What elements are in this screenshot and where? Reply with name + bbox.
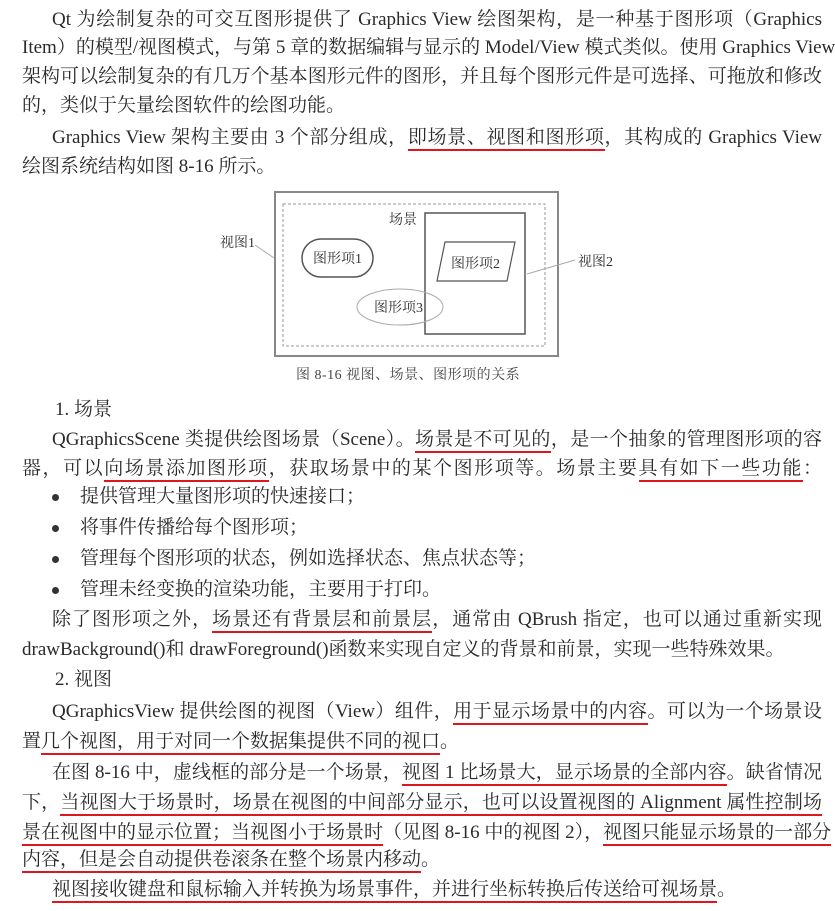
red-underlined-text: 向场景添加图形项 <box>104 458 268 482</box>
text-segment: Graphics View 架构主要由 3 个部分组成， <box>52 127 408 148</box>
text-segment: ，其构成的 Graphics View <box>604 127 822 148</box>
view2-label: 视图2 <box>578 255 613 270</box>
red-underlined-text: 内容，但是会自动提供卷滚条在整个场景内移动 <box>22 849 421 873</box>
text-segment: 。 <box>421 849 441 870</box>
text-line <box>22 728 822 756</box>
section-heading <box>55 666 835 694</box>
text-segment: 2. 视图 <box>55 669 113 690</box>
text-segment: 除了图形项之外， <box>52 609 213 630</box>
red-underlined-text: 即场景、视图和图形项 <box>408 127 605 151</box>
view1-pointer <box>255 245 274 258</box>
bullet-item <box>80 545 822 573</box>
text-line <box>52 426 822 454</box>
text-line <box>22 455 822 483</box>
red-underlined-text: 几个视图，用于对同一个数据集提供不同的视口 <box>41 731 440 755</box>
section-heading <box>55 396 835 424</box>
text-segment: QGraphicsScene 类提供绘图场景（Scene）。 <box>52 429 416 450</box>
figure-caption: 图 8-16 视图、场景、图形项的关系 <box>296 368 521 383</box>
text-line <box>22 819 832 847</box>
text-segment: ，通常由 QBrush 指定，也可以通过重新实现 <box>432 609 822 630</box>
item1-label: 图形项1 <box>313 252 362 267</box>
text-segment: QGraphicsView 提供绘图的视图（View）组件， <box>52 701 454 722</box>
text-segment: 绘图系统结构如图 8-16 所示。 <box>22 156 276 177</box>
text-line <box>52 698 822 726</box>
text-segment: （见图 8-16 中的视图 2）， <box>383 822 604 843</box>
text-segment: 。 <box>440 731 460 752</box>
item2-label: 图形项2 <box>451 257 500 272</box>
view1-label: 视图1 <box>220 236 255 251</box>
bullet-icon <box>52 556 59 563</box>
scene-label: 场景 <box>389 213 417 228</box>
red-underlined-text: 场景是不可见的 <box>415 429 551 453</box>
text-segment: 的，类似于矢量绘图软件的绘图功能。 <box>22 95 346 116</box>
text-segment: ，获取场景中的某个图形项等。场景主要 <box>268 458 639 479</box>
text-segment: 1. 场景 <box>55 399 113 420</box>
text-segment: 置 <box>22 731 42 752</box>
red-underlined-text: 场景还有背景层和前景层 <box>212 609 432 633</box>
text-segment: 提供管理大量图形项的快速接口； <box>80 486 366 507</box>
red-underlined-text: 景在视图中的显示位置；当视图小于场景时 <box>22 822 383 846</box>
text-segment: 下， <box>22 792 61 813</box>
text-line <box>22 636 822 664</box>
bullet-item <box>80 514 822 542</box>
red-underlined-text: 具有如下一些功能 <box>639 458 803 482</box>
text-segment: ，是一个抽象的管理图形项的容 <box>550 429 822 450</box>
bullet-item <box>80 483 822 511</box>
view2-frame <box>425 213 525 334</box>
text-segment: Qt 为绘制复杂的可交互图形提供了 Graphics View 绘图架构，是一种基于图形项（Graphics <box>52 9 822 30</box>
text-line <box>52 876 822 904</box>
text-segment: 管理每个图形项的状态，例如选择状态、焦点状态等； <box>80 548 537 569</box>
bullet-item <box>80 576 822 604</box>
bullet-icon <box>52 494 59 501</box>
red-underlined-text: 视图接收键盘和鼠标输入并转换为场景事件，并进行坐标转换后传送给可视场景 <box>52 879 717 903</box>
text-line <box>52 606 822 634</box>
text-line <box>22 789 822 817</box>
text-segment: 在图 8-16 中，虚线框的部分是一个场景， <box>52 762 402 783</box>
red-underlined-text: 当视图大于场景时，场景在视图的中间部分显示，也可以设置视图的 Alignment 属性控制场 <box>60 792 822 816</box>
text-segment: 。缺省情况 <box>726 762 822 783</box>
view2-pointer <box>527 260 575 274</box>
red-underlined-text: 视图只能显示场景的一部分 <box>603 822 831 846</box>
text-segment: 将事件传播给每个图形项； <box>80 517 309 538</box>
text-segment: 管理未经变换的渲染功能，主要用于打印。 <box>80 579 442 600</box>
red-underlined-text: 视图 1 比场景大，显示场景的全部内容 <box>402 762 727 786</box>
text-segment: 器，可以 <box>22 458 105 479</box>
text-segment: ： <box>802 458 822 479</box>
red-underlined-text: 用于显示场景中的内容 <box>453 701 647 725</box>
text-segment: 架构可以绘制复杂的有几万个基本图形元件的图形，并且每个图形元件是可选择、可拖放和修改 <box>22 66 822 87</box>
text-segment: drawBackground()和 drawForeground()函数来实现自定义的背景和前景，实现一些特殊效果。 <box>22 639 785 660</box>
text-segment: 。可以为一个场景设 <box>647 701 822 722</box>
text-segment: Item）的模型/视图模式，与第 5 章的数据编辑与显示的 Model/View 模式类似。使用 Graphics View <box>22 37 835 58</box>
text-segment: 。 <box>717 879 737 900</box>
item3-label: 图形项3 <box>374 301 423 316</box>
figure-8-16-diagram <box>0 0 835 400</box>
bullet-icon <box>52 525 59 532</box>
bullet-icon <box>52 587 59 594</box>
text-line <box>52 759 822 787</box>
text-line <box>22 846 822 874</box>
